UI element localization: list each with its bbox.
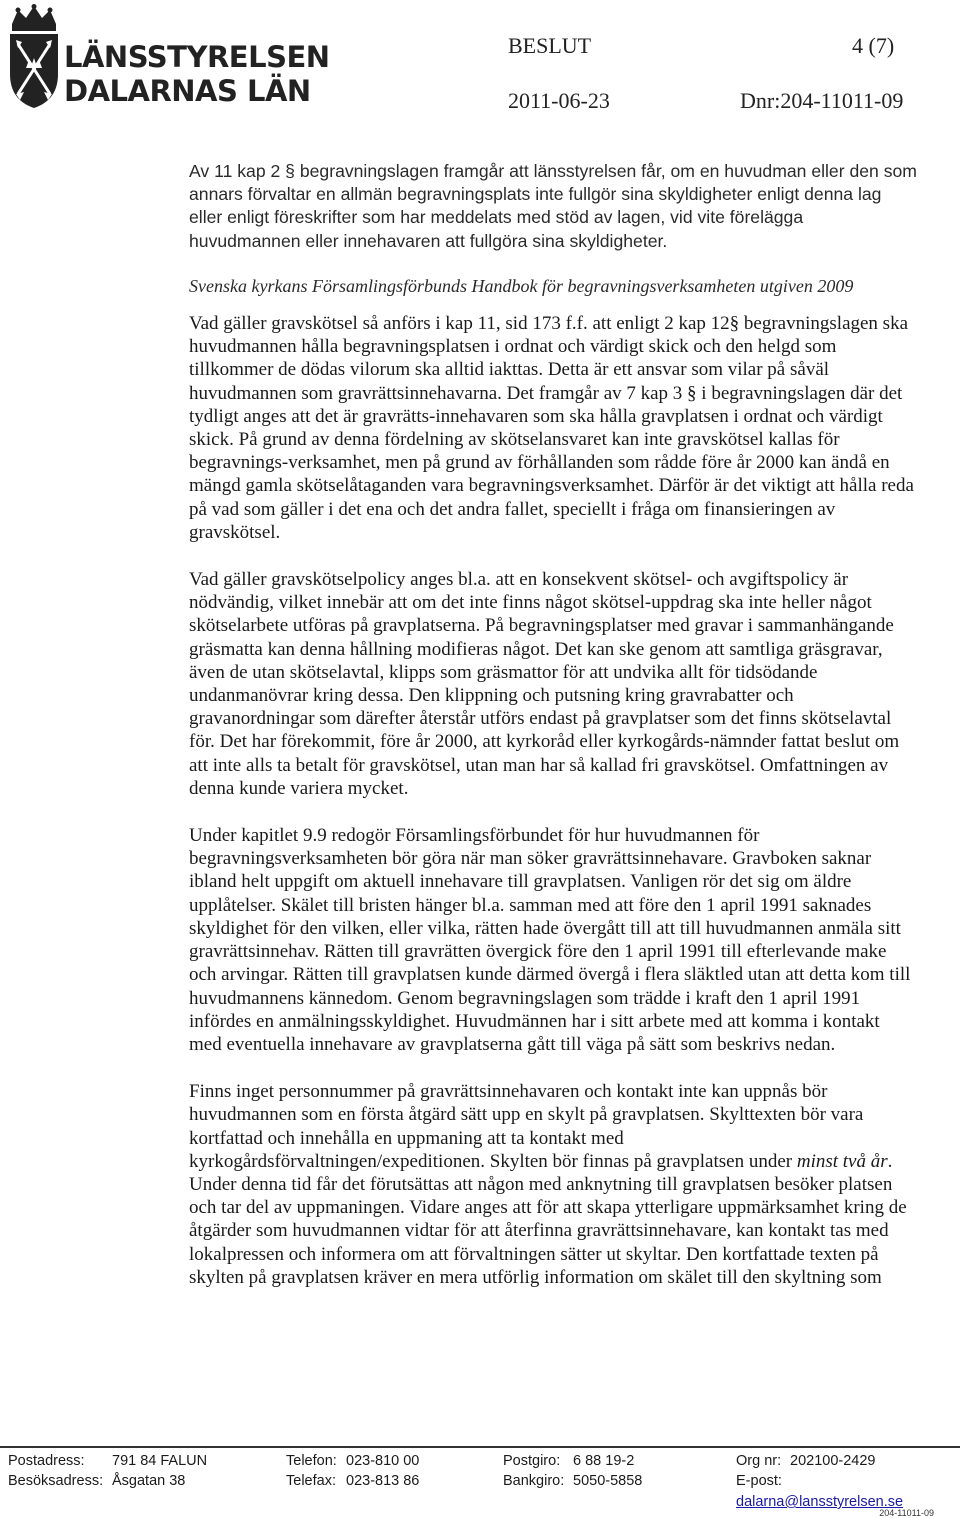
orgnr-value: 202100-2429 [790, 1453, 876, 1469]
postadress-label: Postadress: [8, 1453, 85, 1469]
handbook-reference: Svenska kyrkans Församlingsförbunds Handbok för begravningsverksamheten utgiven 2009 [189, 275, 854, 296]
paragraph-3: Vad gäller gravskötsel så anförs i kap 11, sid 173 f.f. att enligt 2 kap 12§ begravningslagen ska huvudmannen hålla begravningsplatsen i ordnat och värdigt skick och den helgd som tillkommer de dödas vilorum ska alltid iakttas. Detta är ett ansvar som vilar på såväl huvudmannen som gravrättsinnehavarna. Det framgår av 7 kap 3 § i begravningslagen där det tydligt anges att det är gravrätts-innehavaren som ska hålla gravplatsen i ordnat och värdigt skick. På grund av denna fördelning av skötselansvaret kan inte gravskötsel kallas för begravnings-verksamhet, men på grund av förhållanden som rådde före år 2000 kan ändå en mängd gamla skötselåtaganden vara begravningsverksamhet. Därför är det viktigt att hålla reda på vad som gäller i det ena och det andra fallet, speciellt i fråga om finansieringen av gravskötsel. [189, 313, 914, 543]
paragraph-6-part-2: . Under denna tid får det förutsättas att någon med anknytning till gravplatsen besöker platsen och tar del av uppmaningen. Vidare anges att för att skapa ytterligare uppmärksamhet kring de åtgärder som huvudmannen vidtar för att återfinna gravrättsinnehavare, kan kontakt tas med lokalpressen och informera om att förvaltningen sätter ut skyltar. Den kortfattade texten på skylten på gravplatsen kräver en mera utförlig information om skälet till den skyltning som [189, 1150, 907, 1288]
paragraph-4: Vad gäller gravskötselpolicy anges bl.a. att en konsekvent skötsel- och avgiftspolicy är nödvändig, vilket innebär att om det inte finns något skötsel-uppdrag ska inte heller något skötselarbete utföras på gravplatserna. På begravningsplatser med gravar i sammanhängande gräsmatta kan denna hållning modifieras något. Det kan ske genom att samtliga gräsgravar, även de utan skötselavtal, klipps som gräsmattor för att undvika allt för tidsödande undanmanövrar kring dessa. Den klippning och putsning kring gravrabatter och gravanordningar som därefter återstår utförs endast på gravplatser som det finns skötselavtal för. Det har förekommit, före år 2000, att kyrkoråd eller kyrkogårds-nämnder fattat beslut om att inte alls ta betalt för gravskötsel, utan man har så kallad fri gravskötsel. Omfattningen av denna kunde variera mycket. [189, 569, 900, 799]
telefon-label: Telefon: [286, 1453, 337, 1469]
postgiro-label: Postgiro: [503, 1453, 561, 1469]
lansstyrelsen-logo [6, 4, 330, 112]
document-type: BESLUT [508, 33, 592, 58]
footer-divider [0, 1446, 960, 1448]
telefon-value: 023-810 00 [346, 1453, 420, 1469]
postgiro-value: 6 88 19-2 [573, 1453, 635, 1469]
document-id: 204-11011-09 [879, 1508, 934, 1518]
email-link[interactable]: dalarna@lansstyrelsen.se [736, 1494, 904, 1510]
logo-text-line2: DALARNAS LÄN [64, 74, 311, 108]
telefax-label: Telefax: [286, 1473, 336, 1489]
telefax-value: 023-813 86 [346, 1473, 420, 1489]
logo-text-line1: LÄNSSTYRELSEN [64, 40, 330, 74]
paragraph-6-part-1: Finns inget personnummer på gravrättsinnehavaren och kontakt inte kan uppnås bör huvudmannen som en första åtgärd sätt upp en skylt på gravplatsen. Skylttexten bör vara kortfattad och innehålla en uppmaning att ta kontakt med kyrkogårdsförvaltningen/expeditionen. Skylten bör finnas på gravplatsen under [189, 1081, 864, 1172]
coat-of-arms-icon [6, 4, 62, 110]
besoksadress-label: Besöksadress: [8, 1473, 104, 1489]
epost-label: E-post: [736, 1473, 782, 1489]
paragraph-5: Under kapitlet 9.9 redogör Församlingsförbundet för hur huvudmannen för begravningsverksamheten bör göra när man söker gravrättsinnehavare. Gravboken saknar ibland helt uppgift om aktuell innehavare till gravplatsen. Vanligen rör det sig om äldre upplåtelser. Skälet till bristen hänger bl.a. samman med att före den 1 april 1991 saknades skyldighet för den vilken, eller vilka, rätten hade övergått till att till huvudmannen anmäla sitt gravrättsinnehav. Rätten till gravrätten övergick före den 1 april 1991 till efterlevande make och arvingar. Rätten till gravplatsen kunde därmed övergå i flera släktled utan att detta kom till huvudmannens kännedom. Genom begravningslagen som trädde i kraft den 1 april 1991 infördes en anmälningsskyldighet. Huvudmännen har i sitt arbete med att komma i kontakt med eventuella innehavare av gravplatserna gått till väga på sätt som beskrivs nedan. [189, 825, 911, 1055]
diary-number: Dnr:204-11011-09 [740, 88, 904, 113]
bankgiro-value: 5050-5858 [573, 1473, 643, 1489]
paragraph-6 [189, 1080, 917, 1289]
document-date: 2011-06-23 [508, 88, 610, 113]
footer [0, 1451, 960, 1518]
besoksadress-value: Åsgatan 38 [112, 1473, 186, 1489]
orgnr-label: Org nr: [736, 1453, 782, 1469]
document-body [189, 160, 917, 1289]
bankgiro-label: Bankgiro: [503, 1473, 565, 1489]
paragraph-6-emphasis: minst två år [796, 1150, 888, 1172]
postadress-value: 791 84 FALUN [112, 1453, 208, 1469]
paragraph-1: Av 11 kap 2 § begravningslagen framgår att länsstyrelsen får, om en huvudman eller den som annars förvaltar en allmän begravningsplats inte fullgör sina skyldigheter enligt denna lag eller enligt föreskrifter som har meddelats med stöd av lagen, vid vite förelägga huvudmannen eller innehavaren att fullgöra sina skyldigheter. [189, 161, 917, 251]
page-number: 4 (7) [852, 33, 895, 58]
